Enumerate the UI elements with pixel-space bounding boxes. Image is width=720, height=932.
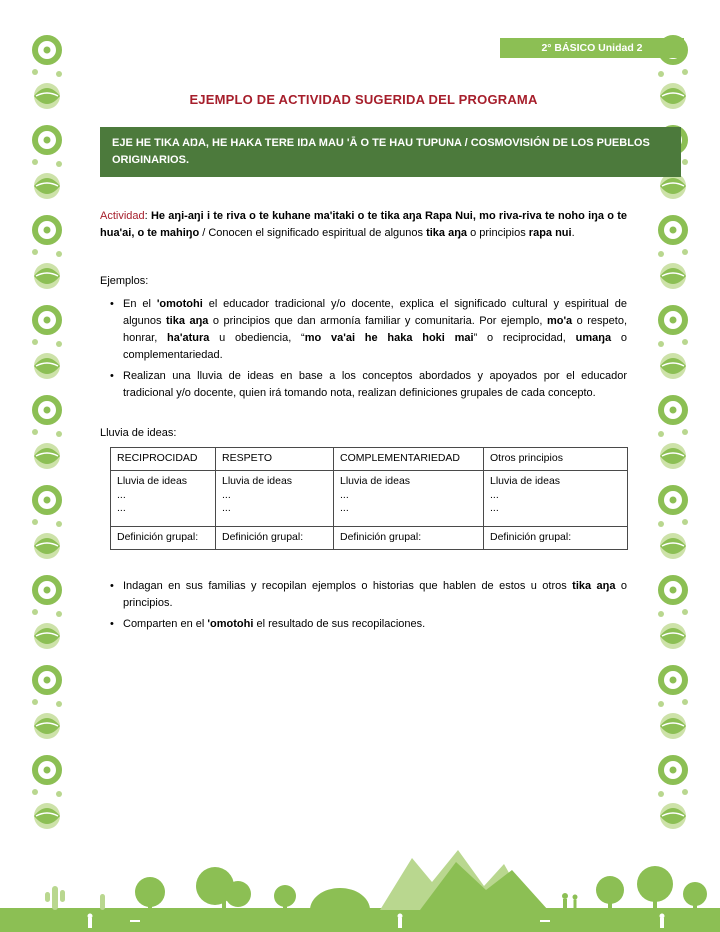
bullet-icon: • (110, 579, 114, 592)
examples-bullet-list (100, 296, 627, 402)
b3-term-tika-ana: tika aŋa (572, 579, 616, 592)
bullet-text (123, 296, 627, 364)
b4-s3: el resultado de sus recopilaciones. (253, 617, 426, 630)
people-icon (562, 893, 578, 910)
b1-s1: En el (123, 298, 157, 311)
closing-bullet-list (100, 578, 627, 633)
idea-cell (334, 471, 484, 527)
bullet-text (123, 578, 627, 612)
definition-cell: Definición grupal: (334, 527, 484, 550)
table-header-row (111, 448, 628, 471)
b1-term-omotohi: 'omotohi (156, 298, 203, 311)
footer-illustration (0, 842, 720, 932)
b1-s5: o principios que dan armonía familiar y comunitaria. Por ejemplo, (208, 315, 547, 328)
header-complementariedad: COMPLEMENTARIEDAD (334, 448, 484, 471)
bullet-item-lluvia (100, 368, 627, 402)
b4-term-omotohi: 'omotohi (207, 617, 254, 630)
left-ornament-border (28, 30, 66, 845)
axis-banner-text: EJE HE TIKA AŊA, HE HAKA TERE IŊA MAU 'Ā O TE HAU TUPUNA / COSMOVISIÓN DE LOS PUEBLOS ORIGINARIOS. (112, 137, 650, 167)
b1-s9: u obediencia, “ (209, 332, 305, 345)
idea-line: ... (340, 488, 349, 501)
b1-term-moa: mo'a (546, 315, 573, 328)
activity-spanish-2: o principios (467, 227, 529, 240)
bullet-text: Realizan una lluvia de ideas en base a los conceptos abordados y apoyados por el educador tradicional y/o docente, quien irá tomando nota, realizan definiciones grupales de cada concepto. (123, 370, 627, 400)
ideas-table (110, 447, 628, 549)
idea-cell (484, 471, 628, 527)
b1-s3: el educador tradicional y/o docente, explica el significado cultural y espiritual de algunos (123, 298, 627, 328)
table-ideas-row (111, 471, 628, 527)
bullet-icon: • (110, 617, 114, 630)
idea-cell (111, 471, 216, 527)
bullet-item-indagan (100, 578, 627, 612)
examples-label: Ejemplos: (100, 275, 149, 288)
idea-line: ... (490, 488, 499, 501)
b1-term-haatura: ha'atura (167, 332, 210, 345)
b1-s11: ” o reciprocidad, (473, 332, 576, 345)
bullet-text (123, 616, 627, 633)
header-respeto: RESPETO (216, 448, 334, 471)
bullet-item-comparten (100, 616, 627, 633)
idea-line: ... (117, 488, 126, 501)
b4-s1: Comparten en el (123, 617, 208, 630)
activity-label: Actividad (100, 210, 145, 223)
activity-period: . (571, 227, 575, 240)
b3-s3: o principios. (123, 579, 627, 609)
b1-term-mo-vaai: mo va'ai he haka hoki mai (304, 332, 474, 345)
idea-line: ... (222, 502, 231, 515)
activity-term-rapa-nui: rapa nui (528, 227, 572, 240)
activity-term-tika-ana: tika aŋa (426, 227, 468, 240)
activity-rapanui-text: He aŋi-aŋi i te riva o te kuhane ma'itaki o te tika aŋa Rapa Nui, mo riva-riva te noho iŋa o te hua'ai, o te mahiŋo (100, 210, 627, 240)
unit-badge: 2° BÁSICO Unidad 2 (500, 38, 684, 58)
idea-line: Lluvia de ideas (222, 475, 293, 488)
axis-banner (100, 127, 681, 177)
header-otros-principios: Otros principios (484, 448, 628, 471)
tree-icon (135, 867, 296, 912)
page-title: EJEMPLO DE ACTIVIDAD SUGERIDA DEL PROGRAMA (189, 92, 538, 107)
definition-cell: Definición grupal: (216, 527, 334, 550)
bullet-icon: • (110, 370, 114, 383)
document-content (100, 80, 681, 637)
definition-cell: Definición grupal: (484, 527, 628, 550)
idea-line: ... (222, 488, 231, 501)
table-definition-row (111, 527, 628, 550)
activity-spanish-1: / Conocen el significado espiritual de algunos (199, 227, 427, 240)
b1-s7: o respeto, honrar, (123, 315, 628, 345)
activity-colon: : (144, 210, 151, 223)
idea-line: ... (117, 502, 126, 515)
b1-term-tika-ana: tika aŋa (166, 315, 209, 328)
b1-term-umana: umaŋa (575, 332, 612, 345)
idea-line: ... (490, 502, 499, 515)
cactus-icon (45, 886, 105, 910)
header-reciprocidad: RECIPROCIDAD (111, 448, 216, 471)
idea-line: ... (340, 502, 349, 515)
idea-cell (216, 471, 334, 527)
bullet-icon: • (110, 298, 114, 311)
brainstorm-label: Lluvia de ideas: (100, 427, 177, 440)
idea-line: Lluvia de ideas (117, 475, 188, 488)
tree-icon (596, 866, 707, 910)
idea-line: Lluvia de ideas (340, 475, 411, 488)
idea-line: Lluvia de ideas (490, 475, 561, 488)
b3-s1: Indagan en sus familias y recopilan ejemplos o historias que hablen de estos u otros (123, 579, 573, 592)
definition-cell: Definición grupal: (111, 527, 216, 550)
b1-s13: o complementariedad. (123, 332, 627, 362)
activity-paragraph (100, 208, 627, 242)
bullet-item-omotohi (100, 296, 627, 364)
